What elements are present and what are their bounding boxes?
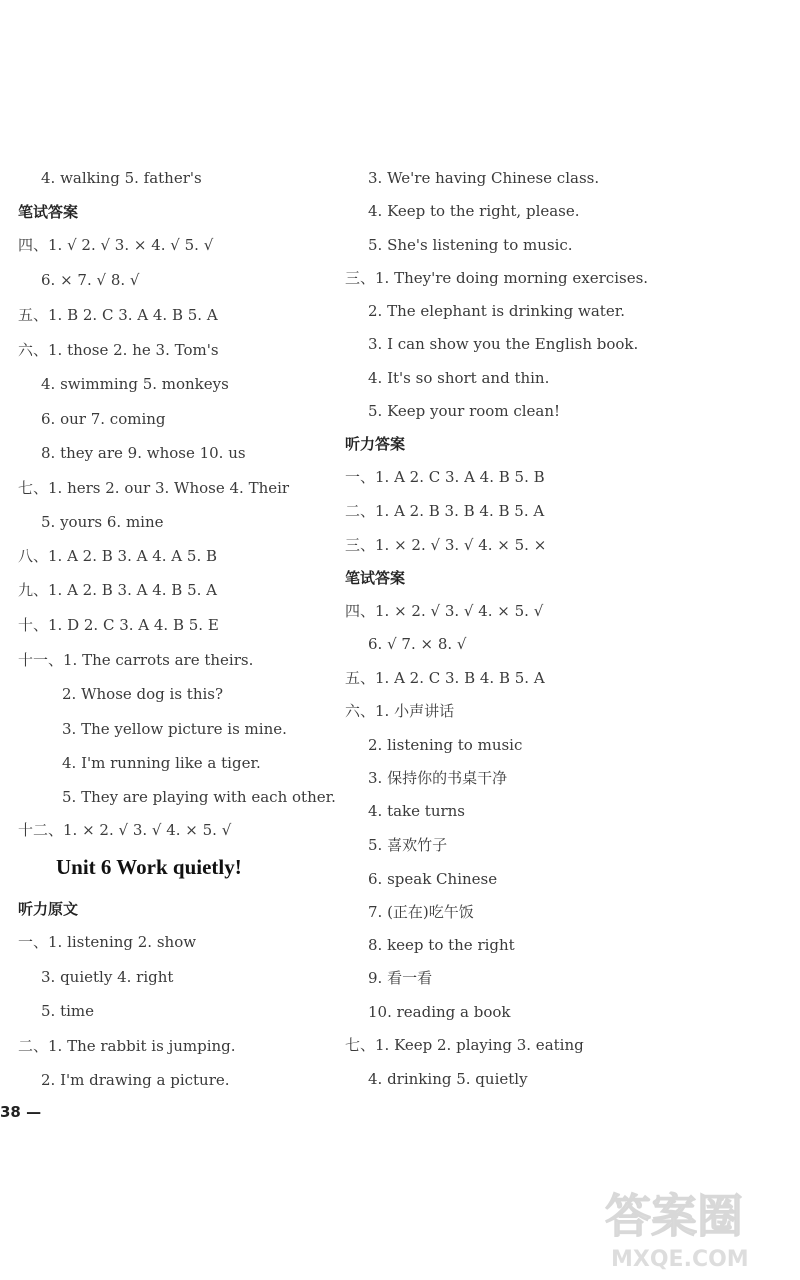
answer-line: 三、1. × 2. √ 3. √ 4. × 5. × [345, 536, 547, 554]
answer-line: 五、1. A 2. C 3. B 4. B 5. A [345, 669, 545, 687]
answer-line: 2. listening to music [368, 736, 523, 754]
answer-line: 六、1. 小声讲话 [345, 702, 455, 720]
answer-line: 三、1. They're doing morning exercises. [345, 269, 649, 287]
answer-line: 2. The elephant is drinking water. [368, 302, 625, 320]
answer-line: 四、1. × 2. √ 3. √ 4. × 5. √ [345, 602, 544, 620]
answer-line: 3. The yellow picture is mine. [62, 720, 287, 738]
answer-line: 4. swimming 5. monkeys [41, 375, 229, 393]
answer-line: 七、1. Keep 2. playing 3. eating [345, 1036, 584, 1054]
answer-line: 4. I'm running like a tiger. [62, 754, 261, 772]
answer-line: 3. quietly 4. right [41, 968, 174, 986]
answer-line: 十、1. D 2. C 3. A 4. B 5. E [18, 616, 219, 634]
answer-line: 七、1. hers 2. our 3. Whose 4. Their [18, 479, 290, 497]
answer-line: 4. walking 5. father's [41, 169, 202, 187]
section-heading: 笔试答案 [345, 569, 406, 587]
answer-line: 5. They are playing with each other. [62, 788, 336, 806]
answer-line: 六、1. those 2. he 3. Tom's [18, 341, 219, 359]
answer-line: 五、1. B 2. C 3. A 4. B 5. A [18, 306, 218, 324]
answer-line: 8. keep to the right [368, 936, 515, 954]
watermark-logo [601, 1182, 786, 1272]
answer-line: 二、1. The rabbit is jumping. [18, 1037, 236, 1055]
answer-line: 3. 保持你的书桌干净 [368, 769, 508, 787]
answer-line: 10. reading a book [368, 1003, 511, 1021]
answer-line: 2. Whose dog is this? [62, 685, 224, 703]
section-heading: 笔试答案 [18, 203, 79, 221]
answer-line: 4. It's so short and thin. [368, 369, 550, 387]
answer-line: 4. Keep to the right, please. [368, 202, 580, 220]
answer-line: 一、1. listening 2. show [18, 933, 197, 951]
answer-line: 5. time [41, 1002, 95, 1020]
answer-line: 十二、1. × 2. √ 3. √ 4. × 5. √ [18, 821, 232, 839]
answer-line: 2. I'm drawing a picture. [41, 1071, 230, 1089]
answer-line: 6. × 7. √ 8. √ [41, 271, 140, 289]
section-heading: 听力答案 [345, 435, 406, 453]
section-heading: 听力原文 [18, 900, 79, 918]
answer-line: 6. speak Chinese [368, 870, 498, 888]
answer-line: 5. She's listening to music. [368, 236, 573, 254]
answer-line: 6. our 7. coming [41, 410, 166, 428]
answer-line: 3. I can show you the English book. [368, 335, 639, 353]
answer-line: 6. √ 7. × 8. √ [368, 635, 467, 653]
answer-line: 一、1. A 2. C 3. A 4. B 5. B [345, 468, 545, 486]
answer-line: 4. drinking 5. quietly [368, 1070, 528, 1088]
answer-line: 5. Keep your room clean! [368, 402, 561, 420]
page-number: 38 — [0, 1103, 42, 1121]
answer-line: 9. 看一看 [368, 969, 433, 987]
answer-line: 九、1. A 2. B 3. A 4. B 5. A [18, 581, 218, 599]
answer-line: 5. yours 6. mine [41, 513, 164, 531]
answer-line: 4. take turns [368, 802, 466, 820]
answer-line: 二、1. A 2. B 3. B 4. B 5. A [345, 502, 545, 520]
watermark-text-url: MXQE.COM [611, 1247, 749, 1272]
answer-line: 7. (正在)吃午饭 [368, 903, 474, 921]
answer-line: 8. they are 9. whose 10. us [41, 444, 246, 462]
answer-line: 四、1. √ 2. √ 3. × 4. √ 5. √ [18, 236, 214, 254]
answer-line: 3. We're having Chinese class. [368, 169, 600, 187]
answer-line: 十一、1. The carrots are theirs. [18, 651, 254, 669]
unit-title: Unit 6 Work quietly! [56, 855, 242, 879]
answer-line: 5. 喜欢竹子 [368, 836, 448, 854]
watermark-text-cn: 答案圈 [605, 1189, 743, 1243]
answer-line: 八、1. A 2. B 3. A 4. A 5. B [18, 547, 218, 565]
